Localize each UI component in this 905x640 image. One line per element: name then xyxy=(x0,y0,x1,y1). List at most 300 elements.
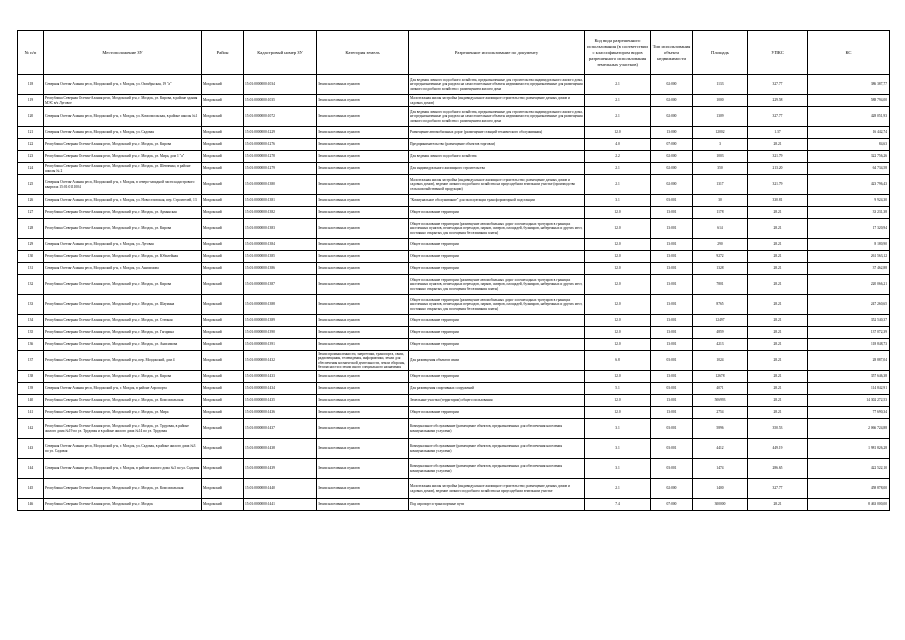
cell-cadastral-number: 15:01:0000000:1433 xyxy=(244,371,317,383)
cell-use-code: 2.1 xyxy=(585,479,651,499)
table-row xyxy=(18,219,890,239)
cell-use-code: 12.0 xyxy=(585,315,651,327)
cell-object-type: 13:001 xyxy=(651,275,693,295)
cell-area: 506993 xyxy=(693,395,748,407)
cell-area: 7801 xyxy=(693,275,748,295)
cell-area: 12497 xyxy=(693,315,748,327)
table-row xyxy=(18,275,890,295)
cell-cadastral-number: 15:01:0000000:1383 xyxy=(244,219,317,239)
cell-permitted-use: Малоэтажная жилая застройка (индивидуальное жилищное строительство; размещение дачных домов и садовых домов), ведение личного подсобного хозяйства на приусадебном земельном участке xyxy=(409,479,585,499)
cell-use-code: 12.0 xyxy=(585,395,651,407)
cell-upks: 1.37 xyxy=(748,127,808,139)
cell-number: 139 xyxy=(18,383,44,395)
cell-cadastral-number: 15:01:0000000:1386 xyxy=(244,263,317,275)
cell-upks: 330.81 xyxy=(748,195,808,207)
table-row xyxy=(18,251,890,263)
cell-area: 1328 xyxy=(693,263,748,275)
cell-area: 350 xyxy=(693,163,748,175)
table-header-row xyxy=(18,31,890,75)
cell-ks: 16 442,74 xyxy=(808,127,890,139)
cell-use-code: 12.0 xyxy=(585,327,651,339)
cell-upks: 350.53 xyxy=(748,419,808,439)
table-row xyxy=(18,315,890,327)
cell-location: Республика Северная Осетия-Алания респ, Моздокский р-н, г. Моздок, ул. Юбилейная xyxy=(44,251,202,263)
cell-use-code: 3.1 xyxy=(585,195,651,207)
cell-number: 140 xyxy=(18,395,44,407)
cell-cadastral-number: 15:01:0000000:1439 xyxy=(244,459,317,479)
cell-land-category: Земли населенных пунктов xyxy=(317,219,409,239)
cell-area: 8765 xyxy=(693,295,748,315)
cell-upks: 28.21 xyxy=(748,395,808,407)
cell-land-category: Земли населенных пунктов xyxy=(317,395,409,407)
cell-permitted-use: Предпринимательство (размещение объектов торговли) xyxy=(409,139,585,151)
cell-area: 1400 xyxy=(693,479,748,499)
cell-cadastral-number: 15:01:0000000:1034 xyxy=(244,75,317,95)
cell-location: Республика Северная Осетия-Алания респ, Моздокский р-н, г. Моздок, ул. Кирова xyxy=(44,139,202,151)
cell-object-type: 13:001 xyxy=(651,251,693,263)
cell-object-type: 02:000 xyxy=(651,95,693,107)
cell-cadastral-number: 15:01:0000000:1382 xyxy=(244,207,317,219)
cell-upks: 28.21 xyxy=(748,219,808,239)
cell-permitted-use: Коммунальное обслуживание (размещение объектов, предназначенных для обеспечения населения коммунальными услугами) xyxy=(409,419,585,439)
cell-upks: 28.21 xyxy=(748,383,808,395)
cell-ks: 357 646,38 xyxy=(808,371,890,383)
cell-ks: 14 302 272,53 xyxy=(808,395,890,407)
cell-number: 143 xyxy=(18,439,44,459)
cell-upks: 213.20 xyxy=(748,163,808,175)
cell-location: Республика Северная Осетия-Алания респ, Моздокский р-н, г. Моздок, ул. Шевченко, в районе школы № 2 xyxy=(44,163,202,175)
cell-location: Северная Осетия-Алания респ, Моздокский р-н, г. Моздок, в северо-западной части кадастрового квартала 15:01:0111004 xyxy=(44,175,202,195)
cell-district: Моздокский xyxy=(202,75,244,95)
cell-ks: 261 563,12 xyxy=(808,251,890,263)
cell-location: Республика Северная Осетия-Алания респ, Моздокский р-н, г. Моздок, ул. Кирова xyxy=(44,219,202,239)
cell-ks: 64 734,58 xyxy=(808,163,890,175)
cell-cadastral-number: 15:01:0000000:1438 xyxy=(244,439,317,459)
cell-land-category: Земли населенных пунктов xyxy=(317,107,409,127)
cell-object-type: 02:000 xyxy=(651,75,693,95)
table-row xyxy=(18,163,890,175)
cell-object-type: 02:000 xyxy=(651,479,693,499)
cell-district: Моздокский xyxy=(202,479,244,499)
cell-upks: 28.21 xyxy=(748,295,808,315)
cell-district: Моздокский xyxy=(202,499,244,511)
cell-district: Моздокский xyxy=(202,95,244,107)
cell-ks: 458 878,00 xyxy=(808,479,890,499)
cell-number: 141 xyxy=(18,407,44,419)
cell-district: Моздокский xyxy=(202,263,244,275)
cell-location: Республика Северная Осетия-Алания респ, Моздокский р-н, г. Моздок, ул. Кирова xyxy=(44,371,202,383)
cell-location: Северная Осетия-Алания респ, Моздокский р-н, г. Моздок, ул. Анисимова xyxy=(44,263,202,275)
cell-location: Северная Осетия-Алания респ, Моздокский р-н, г. Моздок, ул. Садовая, в районе жилого дома №3 по ул. Садовая xyxy=(44,439,202,459)
cell-upks: 28.21 xyxy=(748,339,808,351)
cell-number: 129 xyxy=(18,239,44,251)
cell-number: 136 xyxy=(18,339,44,351)
cell-district: Моздокский xyxy=(202,175,244,195)
cell-district: Моздокский xyxy=(202,459,244,479)
cell-area: 2754 xyxy=(693,407,748,419)
cell-ks: 352 540,37 xyxy=(808,315,890,327)
cell-ks: 9 924,30 xyxy=(808,195,890,207)
cell-object-type: 13:001 xyxy=(651,339,693,351)
cell-number: 119 xyxy=(18,95,44,107)
cell-district: Моздокский xyxy=(202,439,244,459)
cell-number: 133 xyxy=(18,295,44,315)
cell-object-type: 03:001 xyxy=(651,459,693,479)
cell-cadastral-number: 15:01:0000000:1035 xyxy=(244,95,317,107)
cell-upks: 28.21 xyxy=(748,351,808,371)
cell-area: 12678 xyxy=(693,371,748,383)
col-header-number: № п/п xyxy=(18,31,44,75)
cell-number: 142 xyxy=(18,419,44,439)
cell-district: Моздокский xyxy=(202,371,244,383)
cell-permitted-use: Общее пользование территории xyxy=(409,339,585,351)
cell-number: 128 xyxy=(18,219,44,239)
cell-number: 123 xyxy=(18,151,44,163)
cell-land-category: Земли населенных пунктов xyxy=(317,151,409,163)
cell-ks: 428 051,93 xyxy=(808,107,890,127)
cell-location: Республика Северная Осетия-Алания респ, Моздокский р-н, г. Моздок, ул. Комсомольская xyxy=(44,395,202,407)
cell-object-type: 03:001 xyxy=(651,351,693,371)
cell-upks: 28.21 xyxy=(748,407,808,419)
cell-district: Моздокский xyxy=(202,151,244,163)
cell-use-code: 12.0 xyxy=(585,263,651,275)
cell-district: Моздокский xyxy=(202,163,244,175)
cell-object-type: 07:000 xyxy=(651,499,693,511)
cell-permitted-use: Общее пользование территории xyxy=(409,327,585,339)
cell-land-category: Земли населенных пунктов xyxy=(317,207,409,219)
cell-number: 130 xyxy=(18,251,44,263)
cell-district: Моздокский xyxy=(202,251,244,263)
cell-location: Республика Северная Осетия-Алания респ, Моздокский р-н, г. Моздок, ул. Степная xyxy=(44,315,202,327)
cell-ks: 114 842,91 xyxy=(808,383,890,395)
cell-location: Республика Северная Осетия-Алания респ, Моздокский р-н, г. Моздок, ул. Мира xyxy=(44,407,202,419)
cell-use-code: 6.8 xyxy=(585,351,651,371)
cell-number: 138 xyxy=(18,371,44,383)
table-row xyxy=(18,107,890,127)
cell-location: Республика Северная Осетия-Алания респ, Моздокский р-н, г. Моздок, ул. Шаумяна xyxy=(44,295,202,315)
cell-area: 614 xyxy=(693,219,748,239)
cell-cadastral-number: 15:01:0000000:1229 xyxy=(244,127,317,139)
cell-land-category: Земли населенных пунктов xyxy=(317,419,409,439)
col-header-permitted-use: Разрешенное использование по документу xyxy=(409,31,585,75)
cell-permitted-use: "Коммунальное обслуживание" для эксплуатации трансформаторной подстанции xyxy=(409,195,585,207)
cell-permitted-use: Земельные участки (территории) общего пользования xyxy=(409,395,585,407)
cell-number: 120 xyxy=(18,107,44,127)
cell-ks: 33 231,38 xyxy=(808,207,890,219)
cell-location: Республика Северная Осетия-Алания респ, Моздокский р-н, г. Моздок, ул. Анисимова xyxy=(44,339,202,351)
cell-upks: 229.58 xyxy=(748,95,808,107)
cell-area: 5896 xyxy=(693,419,748,439)
table-row xyxy=(18,339,890,351)
cell-object-type: 13:000 xyxy=(651,127,693,139)
cell-location: Республика Северная Осетия-Алания респ, Моздокский р-н, г. Моздок, ул. Трудовая, в районе жилого дома №19 по ул. Трудовая и в районе жилого дома №14 по ул. Трудовая xyxy=(44,419,202,439)
cell-ks: 2 066 724,88 xyxy=(808,419,890,439)
cell-location: Республика Северная Осетия-Алания респ, Моздокский р-н, г. Моздок, ул. Кирова xyxy=(44,275,202,295)
cell-area: 1317 xyxy=(693,175,748,195)
table-row xyxy=(18,207,890,219)
cell-land-category: Земли населенных пунктов xyxy=(317,95,409,107)
cell-upks: 28.21 xyxy=(748,371,808,383)
cell-location: Северная Осетия-Алания респ, Моздокский р-н, г. Моздок, в районе жилого дома №3 по ул. Садовая xyxy=(44,459,202,479)
cell-use-code: 3.1 xyxy=(585,419,651,439)
cell-object-type: 07:000 xyxy=(651,139,693,151)
cell-number: 127 xyxy=(18,207,44,219)
cell-area: 4213 xyxy=(693,339,748,351)
table-row xyxy=(18,139,890,151)
cell-area: 1474 xyxy=(693,459,748,479)
cell-area: 30 xyxy=(693,195,748,207)
cell-land-category: Земли населенных пунктов xyxy=(317,407,409,419)
cell-number: 135 xyxy=(18,327,44,339)
cell-permitted-use: Общее пользование территории xyxy=(409,407,585,419)
cell-district: Моздокский xyxy=(202,127,244,139)
cell-number: 144 xyxy=(18,459,44,479)
cell-land-category: Земли населенных пунктов xyxy=(317,127,409,139)
cell-location: Северная Осетия-Алания респ, Моздокский р-н, г. Моздок, ул. Садовая xyxy=(44,127,202,139)
cell-upks: 28.21 xyxy=(748,263,808,275)
cell-ks: 588 794,00 xyxy=(808,95,890,107)
cell-cadastral-number: 15:01:0000000:1391 xyxy=(244,339,317,351)
cell-area: 4412 xyxy=(693,439,748,459)
cell-land-category: Земли населенных пунктов xyxy=(317,275,409,295)
cell-cadastral-number: 15:01:0000000:1384 xyxy=(244,239,317,251)
cell-district: Моздокский xyxy=(202,295,244,315)
col-header-upks: УПКС xyxy=(748,31,808,75)
cell-permitted-use: Под аэропорт и транспортные пути xyxy=(409,499,585,511)
cell-location: Северная Осетия-Алания респ, Моздокский р-н, г. Моздок, ул. Октябрьская, 19 "а" xyxy=(44,75,202,95)
cell-cadastral-number: 15:01:0000000:1279 xyxy=(244,163,317,175)
land-plots-table xyxy=(17,30,890,511)
table-row xyxy=(18,439,890,459)
cell-use-code: 4.0 xyxy=(585,139,651,151)
cell-upks: 28.21 xyxy=(748,139,808,151)
cell-upks: 28.21 xyxy=(748,315,808,327)
cell-cadastral-number: 15:01:0000000:1389 xyxy=(244,315,317,327)
col-header-object-type: Тип использования объекта недвижимости xyxy=(651,31,693,75)
cell-land-category: Земли населенных пунктов xyxy=(317,339,409,351)
col-header-cadastral-number: Кадастровый номер ЗУ xyxy=(244,31,317,75)
cell-district: Моздокский xyxy=(202,395,244,407)
cell-ks: 247 260,65 xyxy=(808,295,890,315)
cell-land-category: Земли населенных пунктов xyxy=(317,251,409,263)
cell-number: 132 xyxy=(18,275,44,295)
cell-upks: 449.19 xyxy=(748,439,808,459)
cell-object-type: 13:001 xyxy=(651,395,693,407)
cell-location: Северная Осетия-Алания респ, Моздокский р-н, г. Моздок, ул. Новоселовская, пер. Строителей, 13 xyxy=(44,195,202,207)
cell-object-type: 13:001 xyxy=(651,295,693,315)
cell-object-type: 13:001 xyxy=(651,263,693,275)
cell-permitted-use: Для размещения спортивных сооружений xyxy=(409,383,585,395)
table-row xyxy=(18,295,890,315)
cell-use-code: 2.1 xyxy=(585,75,651,95)
cell-upks: 28.21 xyxy=(748,207,808,219)
cell-upks: 28.21 xyxy=(748,499,808,511)
cell-district: Моздокский xyxy=(202,275,244,295)
cell-location: Северная Осетия-Алания респ, Моздокский р-н, г. Моздок, ул. Комсомольская, в районе школы №1 xyxy=(44,107,202,127)
cell-permitted-use: Общее пользование территории (размещение автомобильных дорог и пешеходных тротуаров в границах населенных пунктов, пешеходных переходов, парков, скверов, площадей, бульваров, набережных и других мест, постоянно открытых для посещения без взимания платы) xyxy=(409,275,585,295)
cell-ks: 118 848,73 xyxy=(808,339,890,351)
cell-use-code: 7.4 xyxy=(585,499,651,511)
cell-use-code: 2.1 xyxy=(585,163,651,175)
cell-upks: 321.79 xyxy=(748,175,808,195)
cell-upks: 28.21 xyxy=(748,251,808,263)
cell-location: Республика Северная Осетия-Алания респ, Моздокский р-н, г. Моздок, ул. Комсомольская xyxy=(44,479,202,499)
cell-number: 122 xyxy=(18,139,44,151)
cell-district: Моздокский xyxy=(202,239,244,251)
cell-district: Моздокский xyxy=(202,351,244,371)
cell-land-category: Земли промышленности, энергетики, транспорта, связи, радиовещания, телевидения, информатики, земли для обеспечения космической деятельности, земли обороны, безопасности и земли иного специального назначения xyxy=(317,351,409,371)
cell-area: 9272 xyxy=(693,251,748,263)
cell-number: 134 xyxy=(18,315,44,327)
table-row xyxy=(18,175,890,195)
cell-cadastral-number: 15:01:0000000:1278 xyxy=(244,151,317,163)
cell-upks: 321.79 xyxy=(748,151,808,163)
cell-ks: 77 690,34 xyxy=(808,407,890,419)
table-row xyxy=(18,263,890,275)
cell-location: Республика Северная Осетия-Алания респ, Моздокский р-н, пер. Моздокский, дом 4 xyxy=(44,351,202,371)
cell-district: Моздокский xyxy=(202,419,244,439)
cell-cadastral-number: 15:01:0000000:1436 xyxy=(244,407,317,419)
cell-ks: 37 462,88 xyxy=(808,263,890,275)
cell-permitted-use: Малоэтажная жилая застройка (индивидуальное жилищное строительство; размещение дачных домов и садовых домов), ведение личного подсобного хозяйства на приусадебном земельном участке (производство сельскохозяйственной продукции) xyxy=(409,175,585,195)
cell-ks: 386 387,77 xyxy=(808,75,890,95)
cell-location: Северная Осетия-Алания респ, Моздокский р-н, г. Моздок, в районе Аэропорта xyxy=(44,383,202,395)
cell-cadastral-number: 15:01:0000000:1381 xyxy=(244,195,317,207)
cell-district: Моздокский xyxy=(202,327,244,339)
cell-district: Моздокский xyxy=(202,107,244,127)
cell-ks: 422 522,10 xyxy=(808,459,890,479)
cell-district: Моздокский xyxy=(202,219,244,239)
cell-area: 4859 xyxy=(693,327,748,339)
cell-number: 131 xyxy=(18,263,44,275)
cell-ks: 28 887,04 xyxy=(808,351,890,371)
cell-permitted-use: Размещение автомобильных дорог (размещение станций технического обслуживания) xyxy=(409,127,585,139)
cell-cadastral-number: 15:01:0000000:1434 xyxy=(244,383,317,395)
col-header-location: Местоположение ЗУ xyxy=(44,31,202,75)
cell-area: 300000 xyxy=(693,499,748,511)
col-header-area: Площадь xyxy=(693,31,748,75)
cell-use-code: 2.1 xyxy=(585,175,651,195)
cell-land-category: Земли населенных пунктов xyxy=(317,239,409,251)
cell-cadastral-number: 15:01:0000000:1385 xyxy=(244,251,317,263)
table-row xyxy=(18,459,890,479)
table-row xyxy=(18,151,890,163)
cell-land-category: Земли населенных пунктов xyxy=(317,163,409,175)
table-row xyxy=(18,127,890,139)
cell-ks: 84,63 xyxy=(808,139,890,151)
cell-district: Моздокский xyxy=(202,407,244,419)
cell-object-type: 13:001 xyxy=(651,327,693,339)
cell-permitted-use: Малоэтажная жилая застройка (индивидуальное жилищное строительство; размещение дачных домов и садовых домов) xyxy=(409,95,585,107)
col-header-district: Район xyxy=(202,31,244,75)
cell-land-category: Земли населенных пунктов xyxy=(317,75,409,95)
cell-district: Моздокский xyxy=(202,383,244,395)
cell-cadastral-number: 15:01:0000000:1380 xyxy=(244,175,317,195)
cell-land-category: Земли населенных пунктов xyxy=(317,175,409,195)
cell-land-category: Земли населенных пунктов xyxy=(317,139,409,151)
document-sheet xyxy=(17,30,889,511)
cell-object-type: 13:001 xyxy=(651,207,693,219)
cell-ks: 423 796,43 xyxy=(808,175,890,195)
cell-land-category: Земли населенных пунктов xyxy=(317,499,409,511)
col-header-land-category: Категория земель xyxy=(317,31,409,75)
table-row xyxy=(18,419,890,439)
cell-permitted-use: Общее пользование территории xyxy=(409,251,585,263)
cell-area: 3 xyxy=(693,139,748,151)
cell-land-category: Земли населенных пунктов xyxy=(317,439,409,459)
cell-use-code: 12.0 xyxy=(585,371,651,383)
cell-use-code: 3.1 xyxy=(585,459,651,479)
cell-location: Республика Северная Осетия-Алания респ, Моздокский р-н, г. Моздок xyxy=(44,499,202,511)
cell-cadastral-number: 15:01:0000000:1437 xyxy=(244,419,317,439)
cell-cadastral-number: 15:01:0000000:1432 xyxy=(244,351,317,371)
cell-number: 145 xyxy=(18,479,44,499)
cell-use-code: 12.0 xyxy=(585,127,651,139)
cell-district: Моздокский xyxy=(202,207,244,219)
cell-permitted-use: Общее пользование территории xyxy=(409,207,585,219)
cell-permitted-use: Для размещения объектов связи xyxy=(409,351,585,371)
cell-use-code: 12.0 xyxy=(585,207,651,219)
cell-location: Республика Северная Осетия-Алания респ, Моздокский р-н, г. Моздок, ул. Кирова, в районе здания МЭС в/ч Луговое xyxy=(44,95,202,107)
table-row xyxy=(18,479,890,499)
cell-use-code: 2.2 xyxy=(585,151,651,163)
cell-district: Моздокский xyxy=(202,315,244,327)
cell-cadastral-number: 15:01:0000000:1072 xyxy=(244,107,317,127)
cell-object-type: 03:001 xyxy=(651,383,693,395)
cell-upks: 28.21 xyxy=(748,327,808,339)
cell-object-type: 13:001 xyxy=(651,219,693,239)
col-header-use-code: Код вида разрешенного использования (в соответствии с классификатором видов разрешенного использования земельных участков) xyxy=(585,31,651,75)
cell-ks: 137 072,39 xyxy=(808,327,890,339)
cell-ks: 322 756,26 xyxy=(808,151,890,163)
cell-land-category: Земли населенных пунктов xyxy=(317,383,409,395)
cell-number: 121 xyxy=(18,127,44,139)
table-row xyxy=(18,327,890,339)
cell-permitted-use: Общее пользование территории (размещение автомобильных дорог и пешеходных тротуаров в границах населенных пунктов, пешеходных переходов, парков, скверов, площадей, бульваров, набережных и других мест, постоянно открытых для посещения без взимания платы) xyxy=(409,219,585,239)
cell-permitted-use: Общее пользование территории xyxy=(409,263,585,275)
cell-upks: 28.21 xyxy=(748,275,808,295)
cell-object-type: 03:001 xyxy=(651,195,693,207)
table-row xyxy=(18,75,890,95)
cell-cadastral-number: 15:01:0000000:1441 xyxy=(244,499,317,511)
cell-cadastral-number: 15:01:0000000:1440 xyxy=(244,479,317,499)
cell-number: 125 xyxy=(18,175,44,195)
cell-use-code: 12.0 xyxy=(585,219,651,239)
table-body xyxy=(18,75,890,511)
cell-upks: 327.77 xyxy=(748,75,808,95)
cell-use-code: 12.0 xyxy=(585,407,651,419)
cell-use-code: 2.1 xyxy=(585,95,651,107)
cell-district: Моздокский xyxy=(202,195,244,207)
cell-permitted-use: Общее пользование территории xyxy=(409,315,585,327)
cell-cadastral-number: 15:01:0000000:1276 xyxy=(244,139,317,151)
cell-land-category: Земли населенных пунктов xyxy=(317,371,409,383)
cell-area: 1000 xyxy=(693,95,748,107)
table-row xyxy=(18,499,890,511)
cell-object-type: 02:000 xyxy=(651,175,693,195)
cell-permitted-use: Общее пользование территории (размещение автомобильных дорог и пешеходных тротуаров в границах населенных пунктов, пешеходных переходов, парков, скверов, площадей, бульваров, набережных и других мест, постоянно открытых для посещения без взимания платы) xyxy=(409,295,585,315)
cell-location: Республика Северная Осетия-Алания респ, Моздокский р-н, г. Моздок, ул. Мира, дом 1 "а" xyxy=(44,151,202,163)
cell-permitted-use: Общее пользование территории xyxy=(409,239,585,251)
cell-use-code: 3.1 xyxy=(585,439,651,459)
table-row xyxy=(18,383,890,395)
cell-object-type: 02:000 xyxy=(651,107,693,127)
cell-number: 118 xyxy=(18,75,44,95)
table-row xyxy=(18,239,890,251)
cell-permitted-use: Общее пользование территории xyxy=(409,371,585,383)
cell-permitted-use: Для ведения личного подсобного хозяйства xyxy=(409,151,585,163)
table-row xyxy=(18,371,890,383)
